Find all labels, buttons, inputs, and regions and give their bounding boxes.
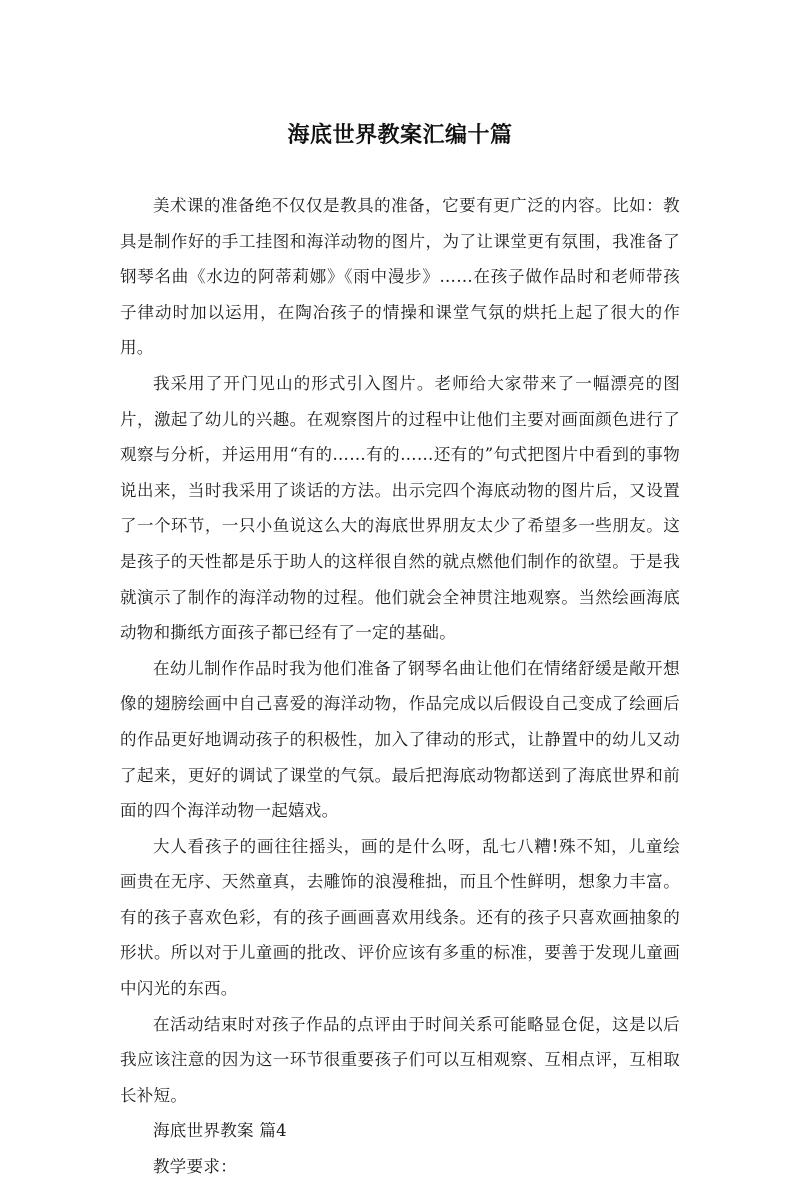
body-paragraph: 大人看孩子的画往往摇头，画的是什么呀，乱七八糟!殊不知，儿童绘画贵在无序、天然童真，去雕饰的浪漫稚拙，而且个性鲜明，想象力丰富。有的孩子喜欢色彩，有的孩子画画喜欢用线条。还有的孩子只喜欢画抽象的形状。所以对于儿童画的批改、评价应该有多重的标准，要善于发现儿童画中闪光的东西。: [120, 836, 680, 999]
section-subheading: 教学要求：: [153, 1157, 237, 1177]
body-paragraph: 美术课的准备绝不仅仅是教具的准备，它要有更广泛的内容。比如：教具是制作好的手工挂图和海洋动物的图片，为了让课堂更有氛围，我准备了钢琴名曲《水边的阿蒂莉娜》《雨中漫步》……在孩子做作品时和老师带孩子律动时加以运用，在陶冶孩子的情操和课堂气氛的烘托上起了很大的作用。: [120, 196, 680, 358]
body-paragraph: 在活动结束时对孩子作品的点评由于时间关系可能略显仓促，这是以后我应该注意的因为这一环节很重要孩子们可以互相观察、互相点评，互相取长补短。: [120, 1014, 680, 1105]
document-body: [120, 188, 680, 1185]
document-title: 海底世界教案汇编十篇: [287, 123, 513, 148]
body-paragraph: 我采用了开门见山的形式引入图片。老师给大家带来了一幅漂亮的图片，激起了幼儿的兴趣。在观察图片的过程中让他们主要对画面颜色进行了观察与分析，并运用用“有的……有的……还有的”句式把图片中看到的事物说出来，当时我采用了谈话的方法。出示完四个海底动物的图片后，又设置了一个环节，一只小鱼说这么大的海底世界朋友太少了希望多一些朋友。这是孩子的天性都是乐于助人的这样很自然的就点燃他们制作的欲望。于是我就演示了制作的海洋动物的过程。他们就会全神贯注地观察。当然绘画海底动物和撕纸方面孩子都已经有了一定的基础。: [120, 373, 680, 643]
section-heading: 海底世界教案 篇4: [153, 1121, 287, 1141]
body-paragraph: 在幼儿制作作品时我为他们准备了钢琴名曲让他们在情绪舒缓是敞开想像的翅膀绘画中自己喜爱的海洋动物，作品完成以后假设自己变成了绘画后的作品更好地调动孩子的积极性，加入了律动的形式，让静置中的幼儿又动了起来，更好的调试了课堂的气氛。最后把海底动物都送到了海底世界和前面的四个海洋动物一起嬉戏。: [120, 658, 680, 821]
